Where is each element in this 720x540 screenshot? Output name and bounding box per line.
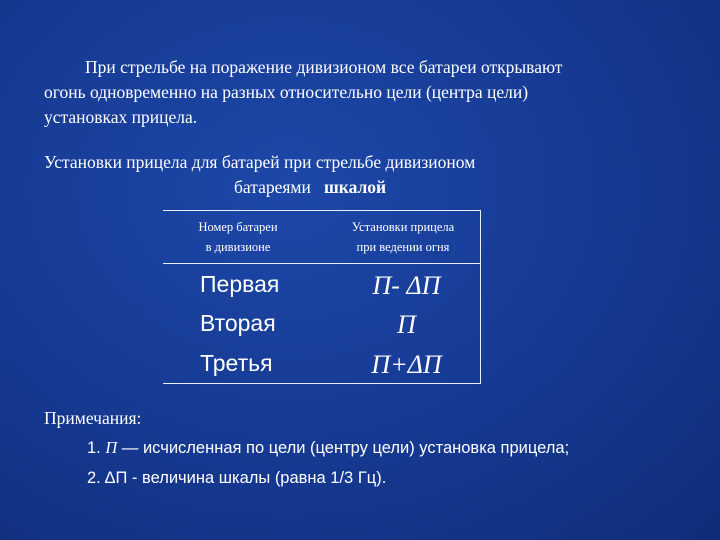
- note-item-2: [44, 463, 684, 493]
- sight-settings-table: [163, 210, 481, 384]
- row-1-battery: Первая: [200, 271, 280, 297]
- row-2-setting: П: [397, 310, 416, 339]
- header-sight-setting-line-2: при ведении огня: [356, 240, 450, 254]
- row-3-battery: Третья: [200, 350, 273, 376]
- notes-title: Примечания:: [44, 408, 142, 428]
- note-1-number: 1.: [87, 439, 101, 457]
- row-2-battery: Вторая: [200, 310, 276, 336]
- table-title-line-1: Установки прицела для батарей при стрельбе дивизионом: [44, 152, 476, 172]
- row-1-setting: П- ΔП: [372, 271, 441, 300]
- note-item-1: [44, 433, 684, 463]
- note-2-text: - величина шкалы (равна 1/3 Гц).: [127, 469, 387, 487]
- table-title-line-2: [44, 175, 664, 200]
- header-battery-number: [163, 217, 313, 257]
- table-title-word-scale: шкалой: [323, 177, 387, 197]
- table-title-word-batteries: батареями: [234, 177, 311, 197]
- header-divider: [163, 263, 480, 264]
- intro-line-1: При стрельбе на поражение дивизионом все батареи открывают: [85, 57, 563, 77]
- intro-paragraph: [44, 55, 664, 130]
- note-1-symbol: П: [105, 438, 118, 457]
- intro-line-2: огонь одновременно на разных относительно цели (центра цели): [44, 82, 529, 102]
- header-battery-number-line-2: в дивизионе: [205, 240, 271, 254]
- note-2-number: 2.: [87, 469, 101, 487]
- header-battery-number-line-1: Номер батареи: [198, 220, 278, 234]
- intro-line-3: установках прицела.: [44, 107, 198, 127]
- note-2-symbol: ΔП: [104, 469, 128, 487]
- table-title: [44, 150, 664, 200]
- header-sight-setting-line-1: Установки прицела: [351, 220, 455, 234]
- row-3-setting: П+ΔП: [371, 350, 442, 379]
- notes-section: [44, 403, 684, 493]
- note-1-text: — исчисленная по цели (центру цели) установка прицела;: [117, 439, 570, 457]
- header-sight-setting: [323, 217, 483, 257]
